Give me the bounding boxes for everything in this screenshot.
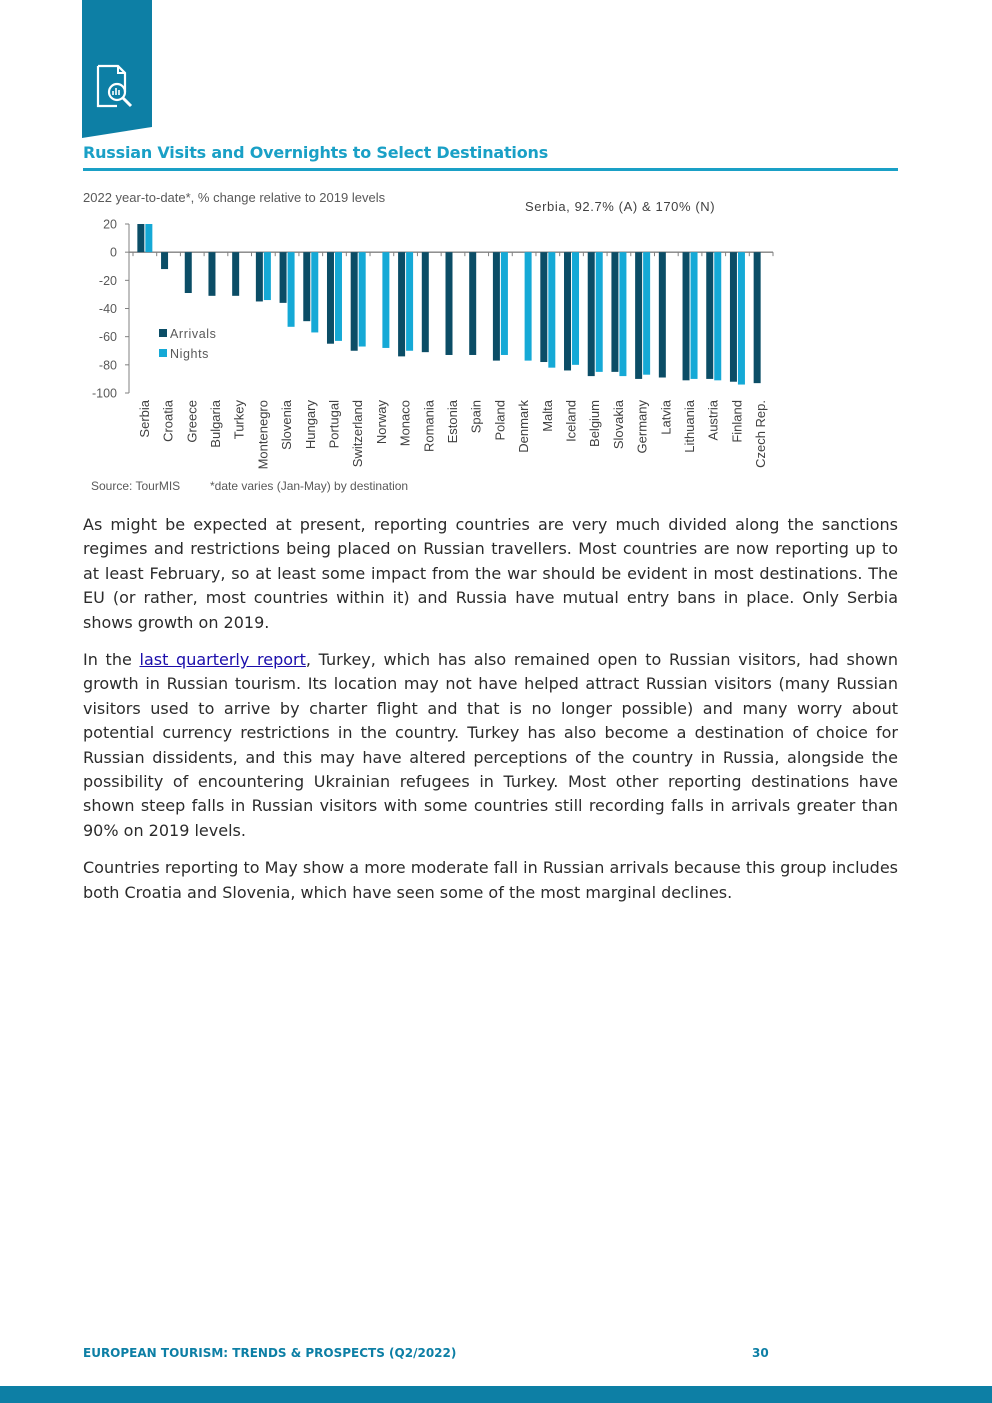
bar-nights-iceland: [572, 252, 579, 365]
bar-nights-switzerland: [359, 252, 366, 346]
bar-arrivals-finland: [730, 252, 737, 382]
bar-arrivals-monaco: [398, 252, 405, 356]
legend-swatch-nights: [159, 349, 167, 357]
category-label: Poland: [492, 400, 508, 441]
bar-arrivals-romania: [422, 252, 429, 352]
bar-nights-finland: [738, 252, 745, 384]
y-tick-label: -20: [98, 273, 117, 288]
paragraph-3: Countries reporting to May show a more moderate fall in Russian arrivals because this group includes both Croatia and Slovenia, which have seen some of the most marginal declines.: [83, 858, 898, 902]
bar-arrivals-estonia: [446, 252, 453, 355]
category-label: Romania: [421, 400, 437, 453]
category-label: Portugal: [326, 400, 342, 449]
category-label: Croatia: [160, 400, 176, 442]
bar-arrivals-slovakia: [611, 252, 618, 372]
category-label: Estonia: [445, 400, 460, 444]
bar-arrivals-greece: [185, 252, 192, 293]
section-title: Russian Visits and Overnights to Select Destinations: [83, 143, 549, 162]
chart-bars: [137, 224, 760, 385]
y-tick-label: -40: [98, 302, 117, 316]
bar-arrivals-lithuania: [683, 252, 690, 380]
bar-arrivals-austria: [706, 252, 713, 379]
y-tick-label: -60: [98, 330, 117, 345]
chart-axes: [92, 218, 773, 401]
category-label: Denmark: [516, 400, 532, 453]
category-label: Serbia: [136, 400, 152, 438]
category-label: Belgium: [587, 400, 603, 447]
chart-subtitle: 2022 year-to-date*, % change relative to 2019 levels: [83, 190, 386, 205]
bar-nights-malta: [548, 252, 555, 367]
bar-nights-austria: [714, 252, 721, 380]
bar-arrivals-montenegro: [256, 252, 263, 301]
bar-arrivals-belgium: [588, 252, 595, 376]
bar-nights-lithuania: [691, 252, 698, 379]
bar-arrivals-czech-rep-: [754, 252, 761, 383]
bar-nights-denmark: [525, 252, 532, 360]
y-tick-label: 20: [103, 217, 117, 232]
bar-chart: [0, 0, 992, 500]
paragraph-2-body: , Turkey, which has also remained open to Russian visitors, had shown growth in Russian tourism. Its location may not have helped attract Russian visitors (many Russian visitors used to arrive by charter flight and that is no longer possible) and many worry about potential currency restrictions in the country. Turkey has also become a destination of choice for Russian dissidents, and this may have altered perceptions of the country in Russia, alongside the possibility of encountering Ukrainian refugees in Turkey. Most other reporting destinations have shown steep falls in Russian visitors with some countries still recording falls in arrivals greater than 90% on 2019 levels.: [83, 650, 898, 840]
bar-nights-portugal: [335, 252, 342, 341]
bar-arrivals-germany: [635, 252, 642, 379]
bar-nights-serbia: [145, 224, 152, 252]
category-label: Slovenia: [279, 400, 295, 450]
category-label: Spain: [468, 400, 484, 434]
chart-legend: [159, 327, 216, 361]
last-quarterly-report-link[interactable]: last quarterly report: [139, 650, 306, 670]
y-tick-label: -80: [98, 358, 117, 373]
category-label: Hungary: [302, 400, 318, 450]
category-label: Germany: [634, 400, 650, 454]
bar-arrivals-croatia: [161, 252, 168, 269]
category-label: Montenegro: [255, 400, 271, 470]
chart-note: *date varies (Jan-May) by destination: [210, 479, 409, 493]
bar-arrivals-bulgaria: [208, 252, 215, 296]
chart-category-labels: [137, 399, 768, 469]
chart-source: Source: TourMIS: [91, 479, 181, 493]
paragraph-1: As might be expected at present, reporting countries are very much divided along the sanctions regimes and restrictions being placed on Russian travellers. Most countries are now reporting up to at least February, so at least some impact from the war should be evident in most destinations. The EU (or rather, most countries within it) and Russia have mutual entry bans in place. Only Serbia shows growth on 2019.: [83, 515, 898, 632]
bar-arrivals-malta: [540, 252, 547, 362]
bar-nights-hungary: [311, 252, 318, 332]
bar-nights-monaco: [406, 252, 413, 351]
chart-annotation: Serbia, 92.7% (A) & 170% (N): [525, 199, 716, 214]
bar-arrivals-portugal: [327, 252, 334, 344]
category-label: Czech Rep.: [753, 400, 769, 468]
legend-label-arrivals: Arrivals: [170, 327, 217, 341]
page-number: 30: [752, 1346, 769, 1360]
category-label: Latvia: [658, 400, 674, 435]
category-label: Iceland: [563, 400, 579, 442]
bar-arrivals-poland: [493, 252, 500, 360]
legend-swatch-arrivals: [159, 329, 167, 337]
y-tick-label: 0: [110, 245, 117, 260]
bar-arrivals-serbia: [137, 224, 144, 252]
bar-arrivals-latvia: [659, 252, 666, 377]
bar-arrivals-turkey: [232, 252, 239, 296]
category-label: Bulgaria: [207, 400, 223, 448]
category-label: Switzerland: [350, 400, 366, 468]
bar-nights-norway: [382, 252, 389, 348]
footer-title: EUROPEAN TOURISM: TRENDS & PROSPECTS (Q2/2022): [83, 1346, 457, 1360]
category-label: Turkey: [231, 400, 247, 440]
bar-arrivals-spain: [469, 252, 476, 355]
paragraph-2-lead: In the: [83, 650, 140, 670]
legend-label-nights: Nights: [170, 347, 210, 361]
category-label: Norway: [373, 400, 389, 445]
bar-nights-belgium: [596, 252, 603, 372]
category-label: Malta: [539, 400, 555, 432]
bar-nights-poland: [501, 252, 508, 355]
paragraph-2: [83, 648, 898, 843]
bar-arrivals-switzerland: [351, 252, 358, 351]
category-label: Monaco: [397, 400, 413, 447]
category-label: Lithuania: [682, 400, 698, 453]
bar-nights-slovakia: [619, 252, 626, 376]
body-text: [83, 513, 898, 918]
bar-arrivals-iceland: [564, 252, 571, 370]
bar-arrivals-hungary: [303, 252, 310, 321]
footer-band: [0, 1386, 992, 1403]
category-label: Greece: [184, 400, 200, 443]
category-label: Finland: [729, 400, 745, 443]
bar-nights-montenegro: [264, 252, 271, 300]
y-tick-label: -100: [91, 386, 117, 401]
category-label: Slovakia: [610, 400, 626, 450]
bar-arrivals-slovenia: [280, 252, 287, 303]
category-label: Austria: [705, 400, 721, 441]
bar-nights-slovenia: [288, 252, 295, 327]
chart-container: [0, 0, 992, 505]
bar-nights-germany: [643, 252, 650, 375]
